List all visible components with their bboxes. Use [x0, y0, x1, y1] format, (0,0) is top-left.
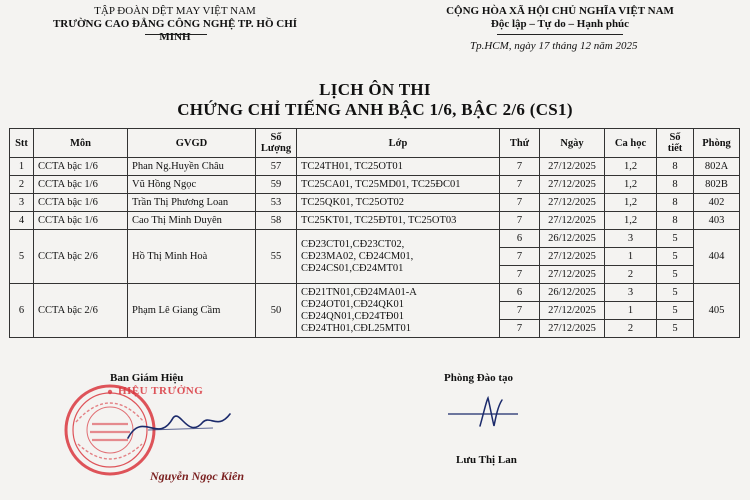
cell-quantity: 50 [256, 284, 297, 338]
cell-shift: 3 [605, 284, 657, 302]
cell-subject: CCTA bậc 2/6 [34, 230, 128, 284]
cell-class: TC25KT01, TC25ĐT01, TC25OT03 [297, 212, 500, 230]
cell-room: 802A [694, 158, 740, 176]
table-header-row [10, 129, 740, 158]
cell-periods: 5 [657, 320, 694, 338]
cell-weekday: 7 [500, 158, 540, 176]
cell-date: 26/12/2025 [540, 230, 605, 248]
table-row [10, 158, 740, 176]
principal-signature [118, 400, 238, 450]
cell-teacher: Trần Thị Phương Loan [128, 194, 256, 212]
cell-shift: 2 [605, 266, 657, 284]
national-motto: Độc lập – Tự do – Hạnh phúc [490, 18, 630, 30]
cell-quantity: 58 [256, 212, 297, 230]
cell-periods: 8 [657, 176, 694, 194]
school-name: TRƯỜNG CAO ĐẲNG CÔNG NGHỆ TP. HỒ CHÍ MINH [52, 18, 298, 43]
cell-weekday: 7 [500, 212, 540, 230]
cell-subject: CCTA bậc 1/6 [34, 176, 128, 194]
exam-review-schedule-table [9, 128, 740, 338]
class-line: CĐ24OT01,CĐ24QK01 [301, 298, 404, 310]
cell-weekday: 7 [500, 266, 540, 284]
training-office-signature [440, 392, 530, 432]
header-divider-right [497, 34, 623, 35]
cell-room: 403 [694, 212, 740, 230]
cell-class: TC25QK01, TC25OT02 [297, 194, 500, 212]
cell-quantity: 53 [256, 194, 297, 212]
class-line: CĐ21TN01,CĐ24MA01-A [301, 286, 417, 298]
header-periods-line2: tiết [667, 143, 683, 154]
cell-room: 404 [694, 230, 740, 284]
document-subtitle: CHỨNG CHỈ TIẾNG ANH BẬC 1/6, BẬC 2/6 (CS1) [177, 100, 573, 119]
cell-periods: 5 [657, 284, 694, 302]
cell-periods: 5 [657, 302, 694, 320]
class-line: CĐ24CS01,CĐ24MT01 [301, 262, 404, 274]
table-row [10, 230, 740, 248]
cell-quantity: 55 [256, 230, 297, 284]
document-title: LỊCH ÔN THI [319, 80, 431, 99]
cell-date: 27/12/2025 [540, 158, 605, 176]
cell-stt: 3 [10, 194, 34, 212]
cell-date: 27/12/2025 [540, 212, 605, 230]
principal-board-label: Ban Giám Hiệu [110, 372, 184, 384]
cell-date: 27/12/2025 [540, 320, 605, 338]
header-teacher: GVGD [128, 129, 256, 158]
cell-teacher: Hồ Thị Minh Hoà [128, 230, 256, 284]
header-periods [657, 129, 694, 158]
cell-shift: 1 [605, 248, 657, 266]
cell-date: 27/12/2025 [540, 176, 605, 194]
cell-periods: 5 [657, 266, 694, 284]
table-row [10, 212, 740, 230]
cell-teacher: Vũ Hồng Ngọc [128, 176, 256, 194]
header-divider-left [145, 34, 207, 35]
class-line: CĐ24QN01,CĐ24TĐ01 [301, 310, 404, 322]
cell-room: 402 [694, 194, 740, 212]
parent-organization: TẬP ĐOÀN DỆT MAY VIỆT NAM [94, 5, 256, 17]
cell-quantity: 57 [256, 158, 297, 176]
cell-date: 27/12/2025 [540, 194, 605, 212]
header-quantity-line2: Lượng [260, 143, 292, 154]
cell-periods: 8 [657, 194, 694, 212]
cell-subject: CCTA bậc 1/6 [34, 194, 128, 212]
cell-periods: 5 [657, 248, 694, 266]
cell-weekday: 7 [500, 302, 540, 320]
cell-room: 405 [694, 284, 740, 338]
cell-teacher: Phan Ng.Huyền Châu [128, 158, 256, 176]
cell-room: 802B [694, 176, 740, 194]
cell-shift: 1,2 [605, 176, 657, 194]
national-header [410, 5, 710, 31]
cell-teacher: Phạm Lê Giang Cầm [128, 284, 256, 338]
cell-shift: 1,2 [605, 158, 657, 176]
cell-weekday: 7 [500, 194, 540, 212]
header-weekday: Thứ [500, 129, 540, 158]
principal-stamp-title: HIỆU TRƯỞNG [118, 385, 204, 397]
cell-subject: CCTA bậc 1/6 [34, 158, 128, 176]
cell-stt: 1 [10, 158, 34, 176]
table-row [10, 194, 740, 212]
cell-weekday: 7 [500, 176, 540, 194]
header-room: Phòng [694, 129, 740, 158]
organization-header [40, 5, 310, 44]
document-date: Tp.HCM, ngày 17 tháng 12 năm 2025 [470, 40, 638, 52]
cell-stt: 5 [10, 230, 34, 284]
header-class: Lớp [297, 129, 500, 158]
table-row [10, 176, 740, 194]
principal-name: Nguyễn Ngọc Kiên [150, 469, 244, 483]
cell-weekday: 6 [500, 230, 540, 248]
cell-weekday: 6 [500, 284, 540, 302]
cell-stt: 2 [10, 176, 34, 194]
class-line: CĐ23CT01,CĐ23CT02, [301, 238, 405, 250]
cell-weekday: 7 [500, 320, 540, 338]
class-line: CĐ24TH01,CĐL25MT01 [301, 322, 411, 334]
training-office-head-name: Lưu Thị Lan [456, 454, 517, 466]
cell-teacher: Cao Thị Minh Duyên [128, 212, 256, 230]
cell-shift: 1,2 [605, 194, 657, 212]
cell-stt: 4 [10, 212, 34, 230]
cell-shift: 2 [605, 320, 657, 338]
cell-shift: 1 [605, 302, 657, 320]
cell-class [297, 284, 500, 338]
cell-date: 26/12/2025 [540, 284, 605, 302]
training-office-label: Phòng Đào tạo [444, 372, 514, 384]
header-stt: Stt [10, 129, 34, 158]
header-quantity-line1: Số [270, 132, 282, 143]
cell-class: TC25CA01, TC25MD01, TC25ĐC01 [297, 176, 500, 194]
cell-class [297, 230, 500, 284]
cell-subject: CCTA bậc 2/6 [34, 284, 128, 338]
cell-shift: 3 [605, 230, 657, 248]
cell-date: 27/12/2025 [540, 302, 605, 320]
cell-periods: 8 [657, 158, 694, 176]
cell-quantity: 59 [256, 176, 297, 194]
header-quantity [256, 129, 297, 158]
class-line: CĐ23MA02, CĐ24CM01, [301, 250, 414, 262]
cell-shift: 1,2 [605, 212, 657, 230]
header-subject: Môn [34, 129, 128, 158]
cell-periods: 8 [657, 212, 694, 230]
cell-date: 27/12/2025 [540, 248, 605, 266]
national-title: CỘNG HÒA XÃ HỘI CHỦ NGHĨA VIỆT NAM [446, 5, 674, 17]
header-periods-line1: Số [669, 132, 681, 143]
cell-weekday: 7 [500, 248, 540, 266]
table-row [10, 284, 740, 302]
cell-stt: 6 [10, 284, 34, 338]
cell-class: TC24TH01, TC25OT01 [297, 158, 500, 176]
header-shift: Ca học [605, 129, 657, 158]
cell-periods: 5 [657, 230, 694, 248]
cell-date: 27/12/2025 [540, 266, 605, 284]
cell-subject: CCTA bậc 1/6 [34, 212, 128, 230]
header-date: Ngày [540, 129, 605, 158]
